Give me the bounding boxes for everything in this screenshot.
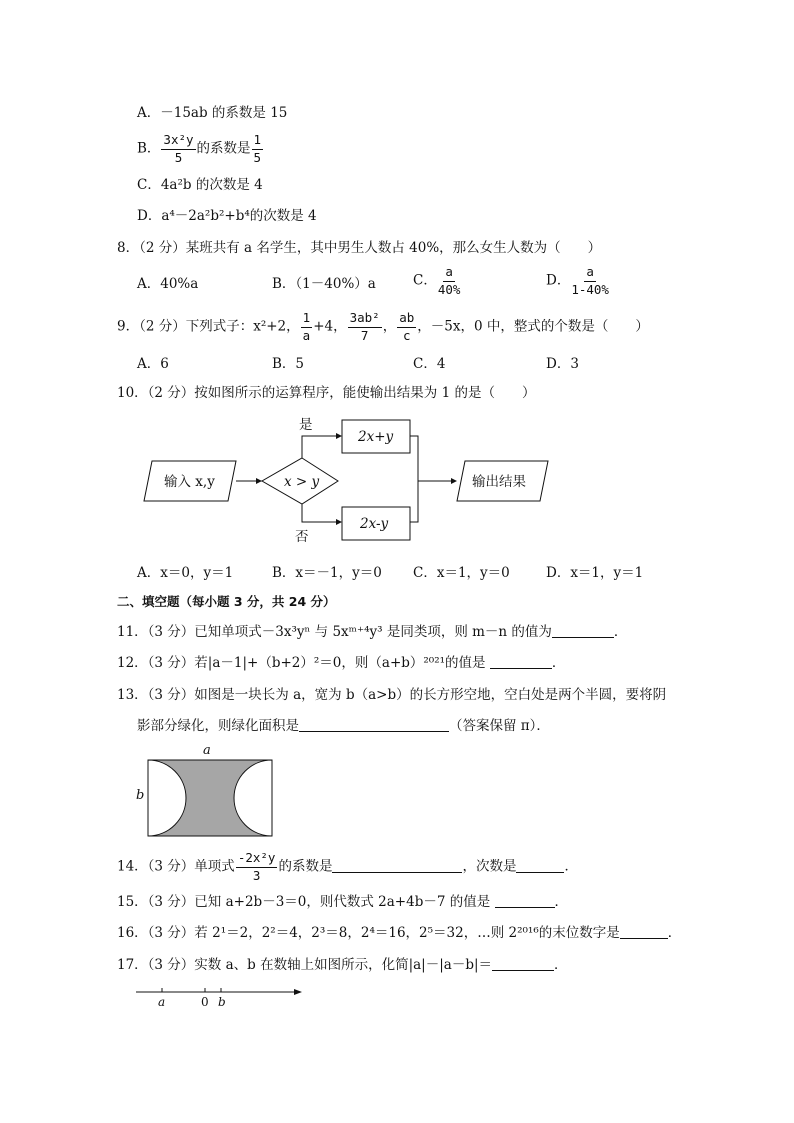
flow-no-label: 否	[295, 529, 309, 545]
q12-answer-blank	[490, 654, 552, 669]
q8-option-d: D． $\frac{a}{1-40\%}$	[546, 264, 609, 297]
q14-degree-blank	[516, 858, 564, 873]
q10-stem: 10．（2 分）按如图所示的运算程序，能使输出结果为 1 的是（ ）	[117, 385, 536, 401]
q13-answer-blank	[299, 717, 449, 732]
flow-input-label: 输入 x,y	[164, 474, 215, 490]
q17-label-a: a	[158, 995, 166, 1009]
q8-option-c: C． $\frac{a}{40\%}$	[413, 264, 461, 297]
q10-option-b: B．x＝－1，y＝0	[272, 565, 382, 581]
flow-arrow-yes	[302, 436, 340, 458]
q8-option-b: B．（1－40%）a	[272, 276, 376, 292]
q13-label-a: a	[203, 743, 211, 758]
q7-option-b: B． $\frac{\text{3x²y}}{5}$ 的系数是 $\frac{1}{5}$	[137, 132, 262, 165]
q13-line2: 影部分绿化，则绿化面积是 （答案保留 π）．	[137, 718, 550, 734]
flow-arrow-no	[302, 504, 340, 522]
flowchart	[140, 412, 560, 552]
flow-yes-label: 是	[299, 417, 313, 433]
q11-answer-blank	[552, 623, 614, 638]
q9-option-d: D．3	[546, 356, 579, 372]
q13-line1: 13．（3 分）如图是一块长为 a，宽为 b（a>b）的长方形空地，空白处是两个半圆，要将阴	[117, 687, 667, 703]
section-2-heading: 二、填空题（每小题 3 分，共 24 分）	[117, 594, 336, 609]
q17-number-line	[130, 982, 310, 1012]
q7-option-a: A．－15ab 的系数是 15	[137, 105, 288, 121]
q13-label-b: b	[136, 788, 145, 803]
q17-label-b: b	[218, 995, 226, 1009]
q15: 15．（3 分）已知 a+2b－3＝0，则代数式 2a+4b－7 的值是 ．	[117, 894, 569, 910]
q12: 12．（3 分）若|a－1|+（b+2）²＝0，则（a+b）²⁰²¹的值是 ．	[117, 655, 566, 671]
flow-condition-label: x > y	[284, 474, 320, 490]
q14: 14．（3 分）单项式 $\frac{\text{-2x²y}}{3}$ 的系数是 ，次数是 ．	[117, 850, 578, 883]
q10-option-c: C．x＝1，y＝0	[413, 565, 510, 581]
q10-option-d: D．x＝1，y＝1	[546, 565, 644, 581]
q8-stem: 8．（2 分）某班共有 a 名学生，其中男生人数占 40%，那么女生人数为（ ）	[117, 240, 602, 256]
flow-merge-top	[410, 436, 418, 522]
q17-label-0: 0	[201, 995, 209, 1009]
q11: 11．（3 分）已知单项式－3x³yⁿ 与 5xᵐ⁺⁴y³ 是同类项，则 m－n 的值为 ．	[117, 624, 628, 640]
flow-output-label: 输出结果	[472, 474, 526, 490]
q9-stem: 9．（2 分）下列式子：x²+2， $\frac{1}{a}$ +4， $\frac{\text{3ab²}}{7}$ ， $\frac{ab}{c}$ ，－5x，0 中，整式的个数是（ ）	[117, 310, 649, 343]
q17: 17．（3 分）实数 a、b 在数轴上如图所示，化简|a|－|a－b|＝ ．	[117, 957, 568, 973]
q17-answer-blank	[492, 956, 554, 971]
q7-b-fraction: $\frac{\text{3x²y}}{5}$	[163, 132, 194, 165]
q7-b-value-fraction: $\frac{1}{5}$	[253, 132, 262, 165]
q9-option-a: A．6	[137, 356, 169, 372]
flow-top-box-label: 2x+y	[358, 429, 394, 445]
q8-option-a: A．40%a	[137, 276, 199, 292]
q9-option-c: C．4	[413, 356, 446, 372]
q9-option-b: B．5	[272, 356, 305, 372]
q14-coefficient-blank	[332, 858, 462, 873]
q7-option-c: C．4a²b 的次数是 4	[137, 177, 263, 193]
q16: 16．（3 分）若 2¹＝2，2²＝4，2³＝8，2⁴＝16，2⁵＝32，…则 2²⁰¹⁶的末位数字是 ．	[117, 925, 682, 941]
q13-figure	[130, 740, 290, 840]
q16-answer-blank	[620, 924, 668, 939]
flow-bottom-box-label: 2x-y	[360, 516, 389, 532]
q10-option-a: A．x＝0，y＝1	[137, 565, 234, 581]
q15-answer-blank	[495, 893, 555, 908]
q7-option-d: D．a⁴－2a²b²+b⁴的次数是 4	[137, 208, 317, 224]
